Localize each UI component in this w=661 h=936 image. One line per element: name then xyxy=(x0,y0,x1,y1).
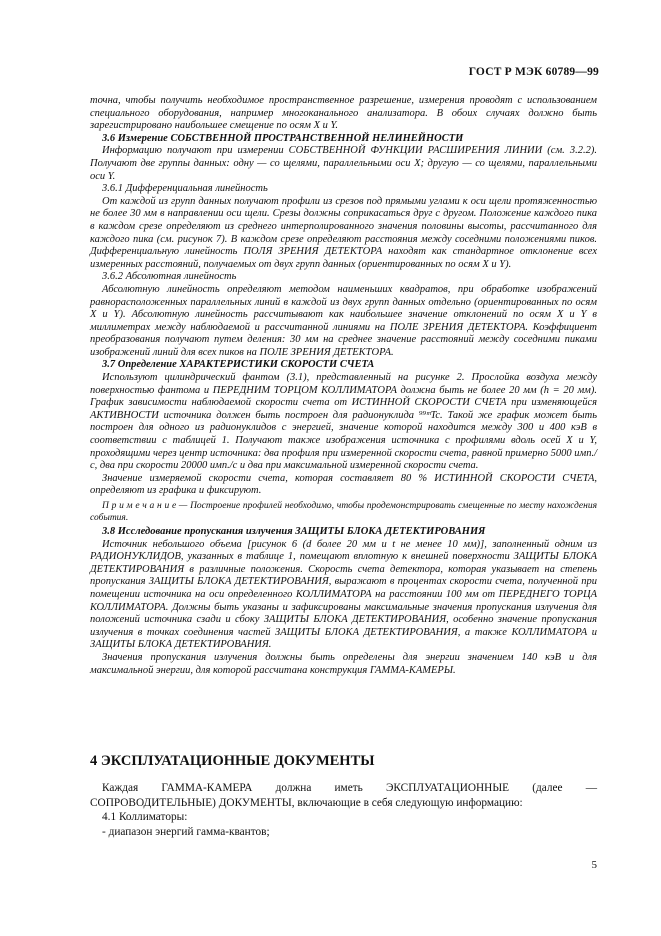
note: П р и м е ч а н и е — Построение профилей необходимо, чтобы продемонстрировать смещенные по месту нахождения события. xyxy=(90,501,597,523)
section-title-4: 4 ЭКСПЛУАТАЦИОННЫЕ ДОКУМЕНТЫ xyxy=(90,753,375,769)
page-number: 5 xyxy=(591,859,597,871)
body-italic-block xyxy=(90,95,597,677)
paragraph: Значения пропускания излучения должны быть определены для энергии значением 140 кэВ и для максимальной энергии, для которой рассчитана конструкция ГАММА-КАМЕРЫ. xyxy=(90,651,597,676)
subsection-heading-3-8: 3.8 Исследование пропускания излучения ЗАЩИТЫ БЛОКА ДЕТЕКТИРОВАНИЯ xyxy=(102,526,486,537)
subsection-heading-3-6-1: 3.6.1 Дифференциальная линейность xyxy=(102,183,268,195)
list-item: - диапазон энергий гамма-квантов; xyxy=(102,825,270,838)
running-header: ГОСТ Р МЭК 60789—99 xyxy=(468,66,599,78)
paragraph: Каждая ГАММА-КАМЕРА должна иметь ЭКСПЛУАТАЦИОННЫЕ (далее — СОПРОВОДИТЕЛЬНЫЕ) ДОКУМЕНТЫ, включающие в себя следующую информацию: xyxy=(90,782,597,809)
section-4-body xyxy=(90,781,597,839)
paragraph: Источник небольшого объема [рисунок 6 (d более 20 мм и t не менее 10 мм)], заполненный одним из РАДИОНУКЛИДОВ, указанных в таблице 1, помещают вплотную к внешней поверхности ЗАЩИТЫ БЛОКА ДЕТЕКТИРОВАНИЯ в различные положения. Скорость счета детектора, которая указывает на степень пропускания ЗАЩИТЫ БЛОКА ДЕТЕКТИРОВАНИЯ, выражают в процентах скорости счета, полученной при помещении источника на оси определенного КОЛЛИМАТОРА на расстоянии 100 мм от ПЕРЕДНЕГО ТОРЦА КОЛЛИМАТОРА. Должны быть указаны и зафиксированы максимальные значения пропускания излучения для положений источника сзади и сбоку ЗАЩИТЫ БЛОКА ДЕТЕКТИРОВАНИЯ, особенно значение пропускания излучения в точках соединения частей ЗАЩИТЫ БЛОКА ДЕТЕКТИРОВАНИЯ, а также КОЛЛИМАТОРА и ЗАЩИТЫ БЛОКА ДЕТЕКТИРОВАНИЯ. xyxy=(90,538,597,651)
subsection-heading-3-6-2: 3.6.2 Абсолютная линейность xyxy=(102,271,237,283)
paragraph: Информацию получают при измерении СОБСТВЕННОЙ ФУНКЦИИ РАСШИРЕНИЯ ЛИНИИ (см. 3.2.2). Получают две группы данных: одну — со щелями, параллельными оси X; другую — со щелями, параллельными оси Y. xyxy=(90,145,597,182)
paragraph: От каждой из групп данных получают профили из срезов под прямыми углами к оси щели протяженностью не более 30 мм в направлении оси щели. Срезы должны соприкасаться друг с другом. Положение каждого пика в каждом срезе определяют из среднего интерполированного значения половины высоты, рассчитанного для каждого пика (см. рисунок 7). В каждом срезе определяют расстояния между соседними положениями пиков. Дифференциальную линейность ПОЛЯ ЗРЕНИЯ ДЕТЕКТОРА находят как стандартное отклонение всех измеренных расстояний, получаемых от двух групп данных (ориентированных по осям X и Y). xyxy=(90,195,597,270)
paragraph: Значение измеряемой скорости счета, которая составляет 80 % ИСТИННОЙ СКОРОСТИ СЧЕТА, определяют из графика и фиксируют. xyxy=(90,472,597,497)
paragraph: Абсолютную линейность определяют методом наименьших квадратов, при обработке изображений равнорасположенных параллельных линий в каждой из двух групп данных отдельно (ориентированных по осям X и Y). Абсолютную линейность рассчитывают как наибольшее значение отклонений по осям X и Y в миллиметрах между наблюдаемой и рассчитанной линиями на ПОЛЕ ЗРЕНИЯ ДЕТЕКТОРА. Коэффициент преобразования получают путем деления: 30 мм на среднее значение расстояний между соседними пиками изображений линий для всех пиков на ПОЛЕ ЗРЕНИЯ ДЕТЕКТОРА. xyxy=(90,283,597,358)
subsection-heading-3-6: 3.6 Измерение СОБСТВЕННОЙ ПРОСТРАНСТВЕННОЙ НЕЛИНЕЙНОСТИ xyxy=(102,132,464,144)
list-item: 4.1 Коллиматоры: xyxy=(102,811,188,823)
paragraph-continuation: точна, чтобы получить необходимое пространственное разрешение, измерения проводят с использованием специального оборудования, например многоканального анализатора. В обоих случаях должно быть зарегистрировано наибольшее смещение по осям X и Y. xyxy=(90,95,597,132)
subsection-heading-3-7: 3.7 Определение ХАРАКТЕРИСТИКИ СКОРОСТИ СЧЕТА xyxy=(102,359,375,371)
paragraph: Используют цилиндрический фантом (3.1), представленный на рисунке 2. Прослойка воздуха между поверхностью фантома и ПЕРЕДНИМ ТОРЦОМ КОЛЛИМАТОРА должна быть не более 20 мм (h = 20 мм). График зависимости наблюдаемой скорости счета от ИСТИННОЙ СКОРОСТИ СЧЕТА при изменяющейся АКТИВНОСТИ источника должен быть построен для радионуклида ⁹⁹ᵐTc. Такой же график может быть построен для одного из радионуклидов с энергией, значение которой находится между 300 и 400 кэВ в соответствии с таблицей 1. Получают также изображения источника с профилями вдоль осей X и Y, проходящими через центр источника: два профиля при измеренной скорости счета, равной примерно 5000 имп./с, два при скорости 20000 имп./с и два при максимальной измеренной скорости счета. xyxy=(90,372,597,472)
